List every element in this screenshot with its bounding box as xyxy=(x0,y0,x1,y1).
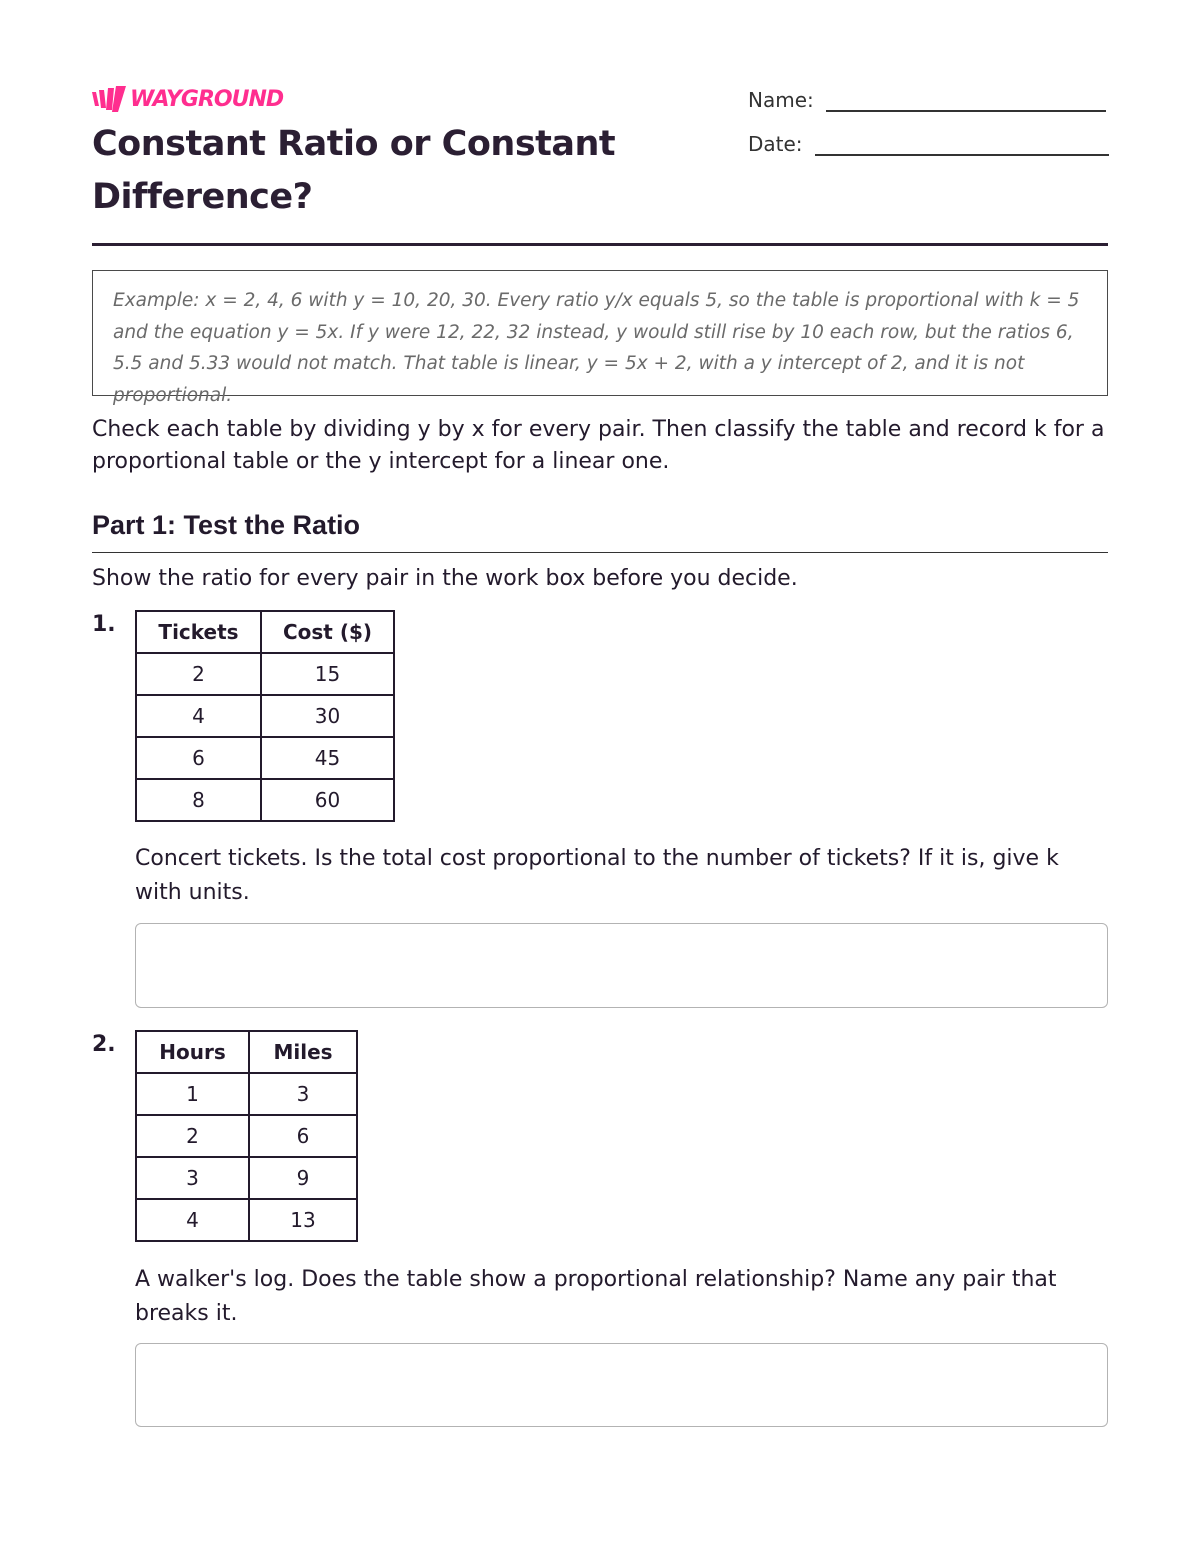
table-row xyxy=(136,1199,357,1241)
part-1-divider xyxy=(92,552,1108,553)
worksheet-page xyxy=(92,0,1108,1552)
question-2-answer-box[interactable] xyxy=(135,1343,1108,1427)
table-cell: 2 xyxy=(136,1115,249,1157)
table-row xyxy=(136,737,394,779)
page-title: Constant Ratio or Constant Difference? xyxy=(92,124,616,217)
name-input-line[interactable] xyxy=(826,109,1106,112)
question-2-prompt: A walker's log. Does the table show a proportional relationship? Name any pair that breaks it. xyxy=(135,1267,1057,1326)
logo-wordmark: WAYGROUND xyxy=(130,86,284,112)
date-input-line[interactable] xyxy=(815,153,1109,156)
question-2-table xyxy=(135,1030,358,1242)
part-1-title: Part 1: Test the Ratio xyxy=(92,510,361,540)
question-1-answer-box[interactable] xyxy=(135,923,1108,1008)
table-row xyxy=(136,1157,357,1199)
table-cell: 4 xyxy=(136,1199,249,1241)
table-cell: 45 xyxy=(261,737,394,779)
table-header: Miles xyxy=(249,1031,357,1073)
table-cell: 13 xyxy=(249,1199,357,1241)
table-row xyxy=(136,695,394,737)
question-1-table xyxy=(135,610,395,822)
table-cell: 1 xyxy=(136,1073,249,1115)
header-divider xyxy=(92,243,1108,246)
table-row xyxy=(136,1073,357,1115)
table-cell: 3 xyxy=(249,1073,357,1115)
table-cell: 8 xyxy=(136,779,261,821)
intro-instructions: Check each table by dividing y by x for every pair. Then classify the table and record k for a proportional table or the y intercept for a linear one. xyxy=(92,417,1105,474)
table-header: Hours xyxy=(136,1031,249,1073)
date-label: Date: xyxy=(748,132,803,156)
date-field[interactable] xyxy=(748,132,1109,156)
table-cell: 60 xyxy=(261,779,394,821)
table-header: Tickets xyxy=(136,611,261,653)
table-row xyxy=(136,653,394,695)
table-row xyxy=(136,1115,357,1157)
table-cell: 9 xyxy=(249,1157,357,1199)
table-cell: 4 xyxy=(136,695,261,737)
table-row xyxy=(136,779,394,821)
table-header: Cost ($) xyxy=(261,611,394,653)
question-1-prompt: Concert tickets. Is the total cost proportional to the number of tickets? If it is, give k with units. xyxy=(135,846,1059,905)
table-cell: 6 xyxy=(136,737,261,779)
table-cell: 15 xyxy=(261,653,394,695)
example-text: Example: x = 2, 4, 6 with y = 10, 20, 30. Every ratio y/x equals 5, so the table is proportional with k = 5 and the equation y = 5x. If y were 12, 22, 32 instead, y would still rise by 10 each row, but the ratios 6, 5.5 and 5.33 would not match. That table is linear, y = 5x + 2, with a y intercept of 2, and it is not proportional. xyxy=(113,290,1080,406)
table-cell: 30 xyxy=(261,695,394,737)
question-1-number: 1. xyxy=(92,612,116,637)
question-2-number: 2. xyxy=(92,1032,116,1057)
name-field[interactable] xyxy=(748,88,1106,112)
name-label: Name: xyxy=(748,88,814,112)
table-cell: 6 xyxy=(249,1115,357,1157)
example-box xyxy=(92,270,1108,406)
table-cell: 2 xyxy=(136,653,261,695)
part-1-instruction: Show the ratio for every pair in the work box before you decide. xyxy=(92,566,798,591)
table-cell: 3 xyxy=(136,1157,249,1199)
wayground-logo-icon xyxy=(92,86,128,112)
brand-logo xyxy=(92,86,283,112)
